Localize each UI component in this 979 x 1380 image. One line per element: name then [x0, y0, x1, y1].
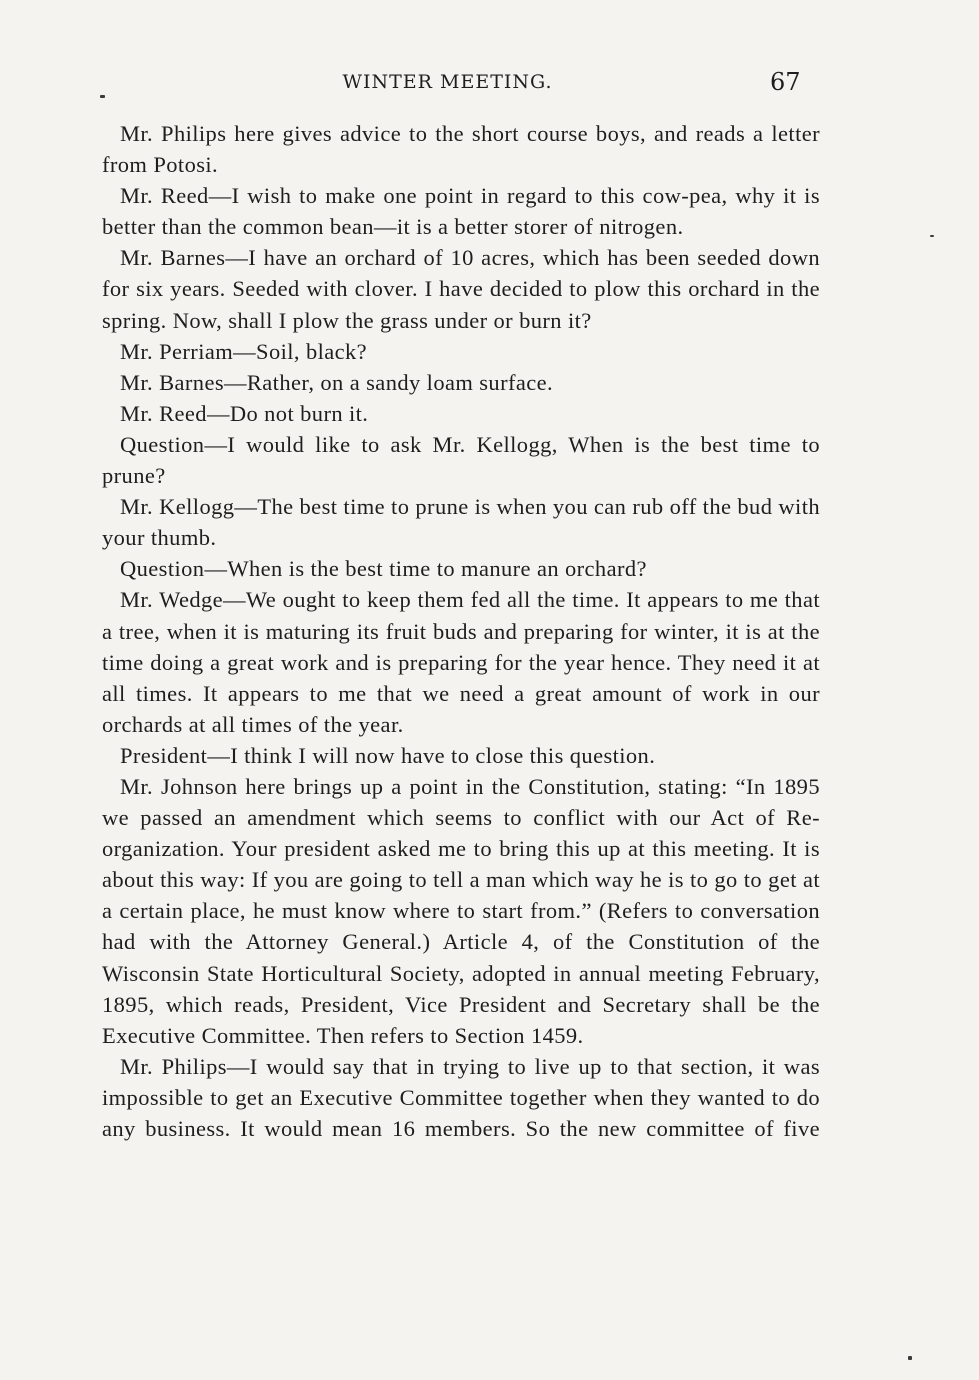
print-speck-mark — [930, 235, 934, 237]
paragraph-president-close: President—I think I will now have to close this question. — [120, 742, 656, 768]
paragraph-kellogg-prune: Mr. Kellogg—The best time to prune is when you can rub off the bud with your thumb. — [102, 494, 820, 551]
print-speck-mark — [908, 1356, 912, 1360]
paragraph-question-manure: Question—When is the best time to manure an orchard? — [120, 556, 647, 582]
body-text — [102, 118, 820, 1144]
print-speck-mark — [100, 95, 105, 98]
paragraph-philips-advice: Mr. Philips here gives advice to the short course boys, and reads a letter from Potosi. — [102, 121, 820, 178]
paragraph-philips-section: Mr. Philips—I would say that in trying to live up to that section, it was impossible to get an Executive Committee together when they wanted to do any business. It would mean 16 members. So the new committee of five — [102, 1053, 820, 1141]
paragraph-barnes-loam: Mr. Barnes—Rather, on a sandy loam surface. — [120, 369, 554, 395]
paragraph-perriam-soil: Mr. Perriam—Soil, black? — [120, 338, 368, 364]
paragraph-reed-cowpea: Mr. Reed—I wish to make one point in regard to this cow-pea, why it is better than the common bean—it is a better storer of nitrogen. — [102, 183, 820, 240]
paragraph-question-prune: Question—I would like to ask Mr. Kellogg, When is the best time to prune? — [102, 431, 820, 489]
paragraph-wedge-fed: Mr. Wedge—We ought to keep them fed all the time. It appears to me that a tree, when it is maturing its fruit buds and preparing for winter, it is at the time doing a great work and is preparing for the year hence. They need it at all times. It appears to me that we need a great amount of work in our orchards at all times of the year. — [102, 587, 820, 737]
paragraph-barnes-orchard: Mr. Barnes—I have an orchard of 10 acres, which has been seeded down for six years. Seeded with clover. I have decided to plow this orchard in the spring. Now, shall I plow the grass under or burn it? — [102, 245, 820, 333]
running-head — [0, 68, 979, 94]
page-number: 67 — [770, 68, 801, 96]
running-title: WINTER MEETING. — [342, 71, 553, 93]
paragraph-reed-burn: Mr. Reed—Do not burn it. — [120, 400, 369, 426]
paragraph-johnson-constitution: Mr. Johnson here brings up a point in the Constitution, stating: “In 1895 we passed an amendment which seems to conflict with our Act of Re-organization. Your president asked me to bring this up at this meeting. It is about this way: If you are going to tell a man which way he is to go to get at a certain place, he must know where to start from.” (Refers to conversation had with the Attorney General.) Article 4, of the Constitution of the Wisconsin State Horticultural Society, adopted in annual meeting February, 1895, which reads, President, Vice President and Secretary shall be the Executive Committee. Then refers to Section 1459. — [102, 773, 820, 1048]
